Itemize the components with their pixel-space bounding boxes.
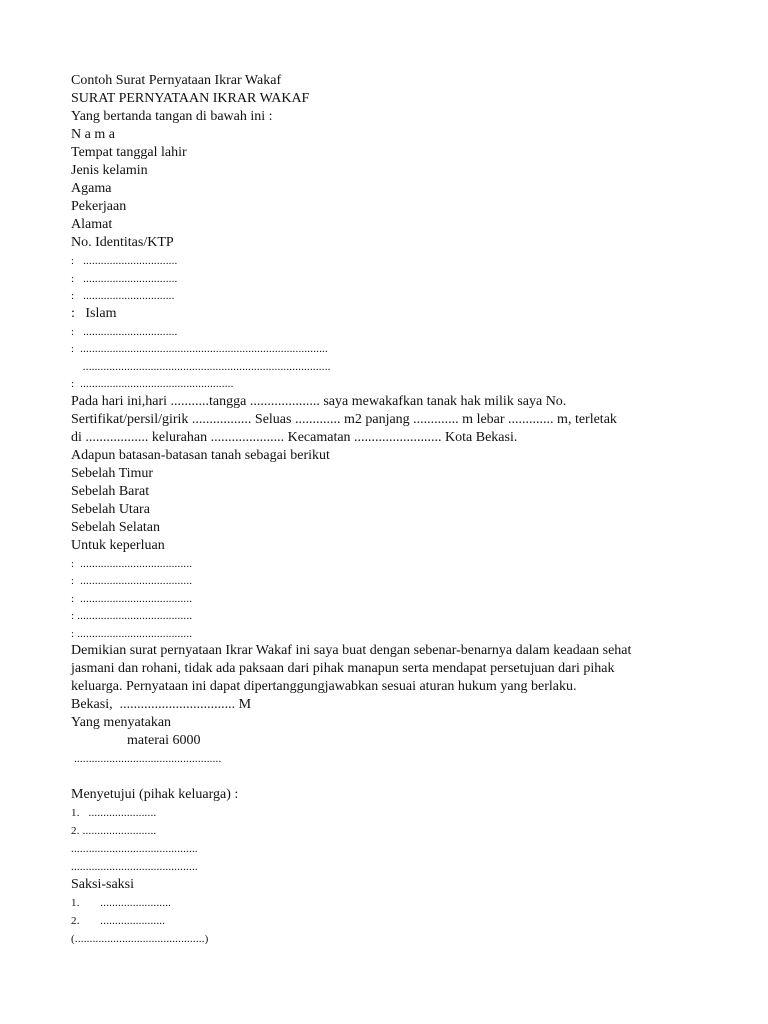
- label-address: Alamat: [71, 217, 113, 232]
- family-line-2: 2. .........................: [71, 825, 157, 837]
- closing-line-1: Demikian surat pernyataan Ikrar Wakaf ini saya buat dengan sebenar-benarnya dalam keadaan sehat: [71, 643, 632, 658]
- family-approval-label: Menyetujui (pihak keluarga) :: [71, 787, 239, 802]
- label-gender: Jenis kelamin: [71, 163, 148, 178]
- label-id-number: No. Identitas/KTP: [71, 235, 174, 250]
- value-address-cont: ....................................................................................: [71, 360, 331, 373]
- value-religion: : Islam: [71, 305, 117, 321]
- declarant-label: Yang menyatakan: [71, 715, 172, 730]
- closing-line-3: keluarga. Pernyataan ini dapat dipertanggungjawabkan sesuai aturan hukum yang berlaku.: [71, 679, 577, 694]
- boundaries-intro: Adapun batasan-batasan tanah sebagai berikut: [71, 447, 330, 463]
- boundary-value-1: : ......................................: [71, 557, 193, 570]
- boundary-west: Sebelah Barat: [71, 483, 150, 499]
- value-occupation: : ................................: [71, 325, 178, 338]
- declaration-line-2: Sertifikat/persil/girik ................. Seluas ............. m2 panjang ............. m lebar ............. m, terletak: [71, 411, 617, 427]
- document-title: Contoh Surat Pernyataan Ikrar Wakaf: [71, 73, 282, 88]
- value-birth: : ................................: [71, 272, 178, 285]
- declaration-line-3: di .................. kelurahan ..................... Kecamatan ......................... Kota Bekasi.: [71, 429, 518, 445]
- boundary-value-4: : .......................................: [71, 610, 193, 622]
- closing-line-2: jasmani dan rohani, tidak ada paksaan dari pihak manapun serta mendapat persetujuan dari pihak: [71, 661, 615, 676]
- place-date: Bekasi, ................................. M: [71, 697, 252, 712]
- label-occupation: Pekerjaan: [71, 199, 127, 214]
- family-line-4: ...........................................: [71, 861, 198, 873]
- signer-line: ..................................................: [71, 753, 222, 765]
- boundary-value-3: : ......................................: [71, 592, 193, 605]
- intro-text: Yang bertanda tangan di bawah ini :: [71, 109, 273, 124]
- value-address: : ....................................................................................: [71, 343, 328, 355]
- family-line-3: ...........................................: [71, 843, 198, 855]
- declaration-line-1: Pada hari ini,hari ...........tangga .................... saya mewakafkan tanak hak milik saya No.: [71, 393, 567, 409]
- witnesses-label: Saksi-saksi: [71, 877, 134, 892]
- boundary-value-2: : ......................................: [71, 575, 193, 587]
- value-id-number: : ....................................................: [71, 378, 234, 390]
- value-name: : ................................: [71, 255, 178, 267]
- boundary-north: Sebelah Utara: [71, 501, 150, 517]
- witness-line-2: 2. ......................: [71, 915, 166, 927]
- letter-heading: SURAT PERNYATAAN IKRAR WAKAF: [71, 91, 310, 106]
- spacer: [71, 768, 711, 786]
- label-name: N a m a: [71, 127, 115, 142]
- label-religion: Agama: [71, 181, 112, 196]
- value-gender: : ...............................: [71, 290, 175, 302]
- boundary-east: Sebelah Timur: [71, 465, 154, 481]
- purpose-label: Untuk keperluan: [71, 537, 165, 553]
- boundary-south: Sebelah Selatan: [71, 519, 161, 535]
- family-line-1: 1. .......................: [71, 807, 157, 819]
- letter-page: [71, 72, 711, 948]
- witness-line-1: 1. ........................: [71, 897, 172, 909]
- purpose-value: : .......................................: [71, 627, 193, 640]
- stamp-label: materai 6000: [127, 733, 201, 748]
- label-birth: Tempat tanggal lahir: [71, 145, 187, 160]
- witness-signature: (............................................): [71, 933, 209, 945]
